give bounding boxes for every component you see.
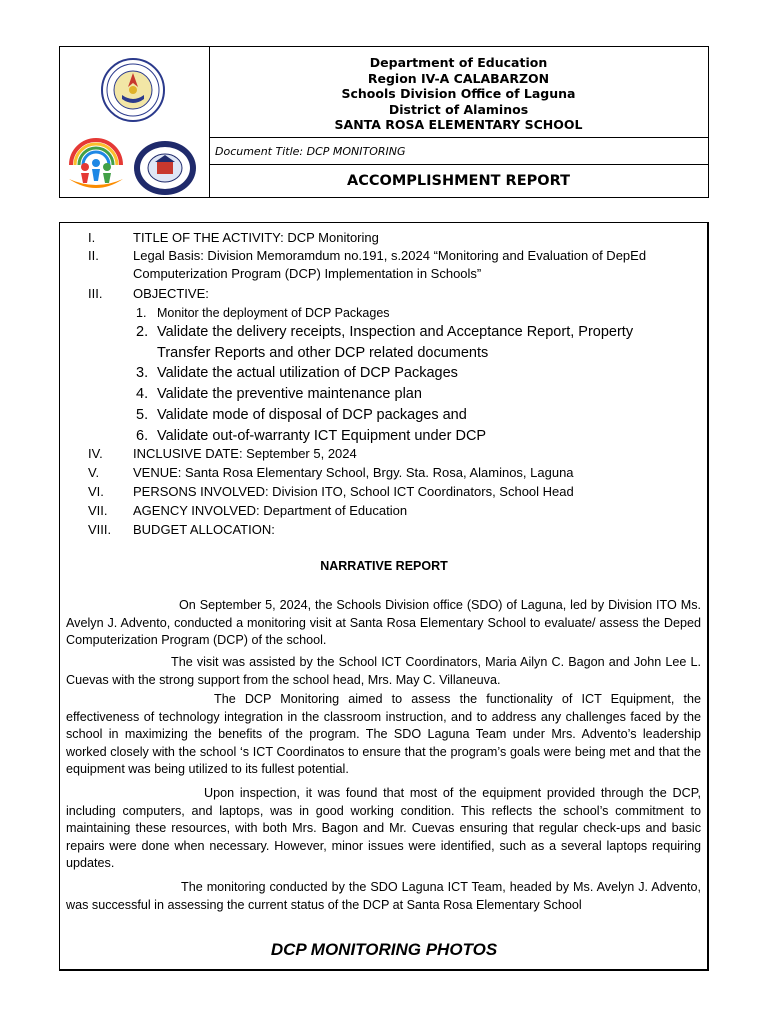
narrative-paragraph-3: The DCP Monitoring aimed to assess the functionality of ICT Equipment, the effectiveness of technology integration in the classroom instruction, and to address any challenges faced by the school in maximizing the benefits of the program. The SDO Laguna Team under Mrs. Advento’s leadership worked closely with the school ‘s ICT Coordinatos to ensure that the program’s goals were being met and that the equipment was being utilized to its fullest potential. xyxy=(66,692,701,777)
item-text: INCLUSIVE DATE: September 5, 2024 xyxy=(133,446,357,461)
objective-num: 4. xyxy=(136,386,149,402)
item-num: IV. xyxy=(88,446,103,461)
item-text: VENUE: Santa Rosa Elementary School, Brgy. Sta. Rosa, Alaminos, Laguna xyxy=(133,465,574,480)
item-num: II. xyxy=(88,248,99,263)
document-title: Document Title: DCP MONITORING xyxy=(209,138,708,165)
office-line-department: Department of Education xyxy=(369,55,548,70)
item-text-continued: Computerization Program (DCP) Implementation in Schools” xyxy=(133,266,482,281)
office-line-school: SANTA ROSA ELEMENTARY SCHOOL xyxy=(334,117,583,132)
deped-seal-icon xyxy=(100,57,166,123)
objective-num: 3. xyxy=(136,365,149,381)
item-num: III. xyxy=(88,286,103,301)
narrative-paragraph-2: The visit was assisted by the School ICT Coordinators, Maria Ailyn C. Bagon and John Lee L. Cuevas with the strong support from the school head, Mrs. May C. Villaneuva. xyxy=(66,655,701,687)
narrative-paragraph-4: Upon inspection, it was found that most of the equipment provided through the DCP, including computers, and laptops, was in good working condition. This reflects the school’s commitment to maintaining these resources, with both Mrs. Bagon and Mr. Cuevas ensuring that regular check-ups and basic repairs were done when necessary. However, minor issues were identified, such as a several laptops requiring updates. xyxy=(66,786,701,871)
office-block xyxy=(209,47,708,138)
item-num: V. xyxy=(88,465,100,480)
objective-text-continued: Transfer Reports and other DCP related documents xyxy=(157,345,489,361)
item-text: PERSONS INVOLVED: Division ITO, School ICT Coordinators, School Head xyxy=(133,484,574,499)
objective-text: Monitor the deployment of DCP Packages xyxy=(157,306,390,320)
item-num: VIII. xyxy=(88,522,112,537)
item-num: I. xyxy=(88,230,96,245)
school-program-logo-icon xyxy=(65,135,127,195)
objective-text: Validate out-of-warranty ICT Equipment under DCP xyxy=(157,428,487,444)
office-line-region: Region IV-A CALABARZON xyxy=(367,70,550,86)
item-text: TITLE OF THE ACTIVITY: DCP Monitoring xyxy=(133,230,379,245)
objective-text: Validate the actual utilization of DCP Packages xyxy=(157,365,458,381)
photos-section-title: DCP MONITORING PHOTOS xyxy=(270,940,498,959)
school-seal-icon xyxy=(132,140,198,196)
item-text: AGENCY INVOLVED: Department of Education xyxy=(133,503,408,518)
item-text: BUDGET ALLOCATION: xyxy=(133,522,275,537)
objective-num: 6. xyxy=(136,428,149,444)
objective-num: 2. xyxy=(136,324,149,340)
logo-cell xyxy=(60,47,210,197)
objective-text: Validate the preventive maintenance plan xyxy=(157,386,422,402)
objective-text: Validate the delivery receipts, Inspection and Acceptance Report, Property xyxy=(157,324,634,340)
item-num: VI. xyxy=(88,484,104,499)
item-text: OBJECTIVE: xyxy=(133,286,209,301)
objective-num: 1. xyxy=(136,306,147,320)
narrative-paragraph-5: The monitoring conducted by the SDO Laguna ICT Team, headed by Ms. Avelyn J. Advento, was successful in assessing the current status of the DCP at Santa Rosa Elementary School xyxy=(66,880,701,912)
item-text: Legal Basis: Division Memoramdum no.191, s.2024 “Monitoring and Evaluation of DepEd xyxy=(133,248,647,263)
report-title: ACCOMPLISHMENT REPORT xyxy=(347,173,570,189)
objective-text: Validate mode of disposal of DCP packages and xyxy=(157,407,467,423)
narrative-paragraph-1: On September 5, 2024, the Schools Division office (SDO) of Laguna, led by Division ITO Ms. Avelyn J. Advento, conducted a monitoring visit at Santa Rosa Elementary School to evaluate/ assess the Deped Computerization Program (DCP) of the school. xyxy=(66,598,701,648)
item-num: VII. xyxy=(88,503,108,518)
office-line-division: Schools Division Office of Laguna xyxy=(341,86,576,101)
office-line-district: District of Alaminos xyxy=(388,101,529,117)
header-text-area xyxy=(209,47,708,197)
narrative-title: NARRATIVE REPORT xyxy=(320,559,448,573)
objective-num: 5. xyxy=(136,407,149,423)
document-header xyxy=(59,46,709,198)
